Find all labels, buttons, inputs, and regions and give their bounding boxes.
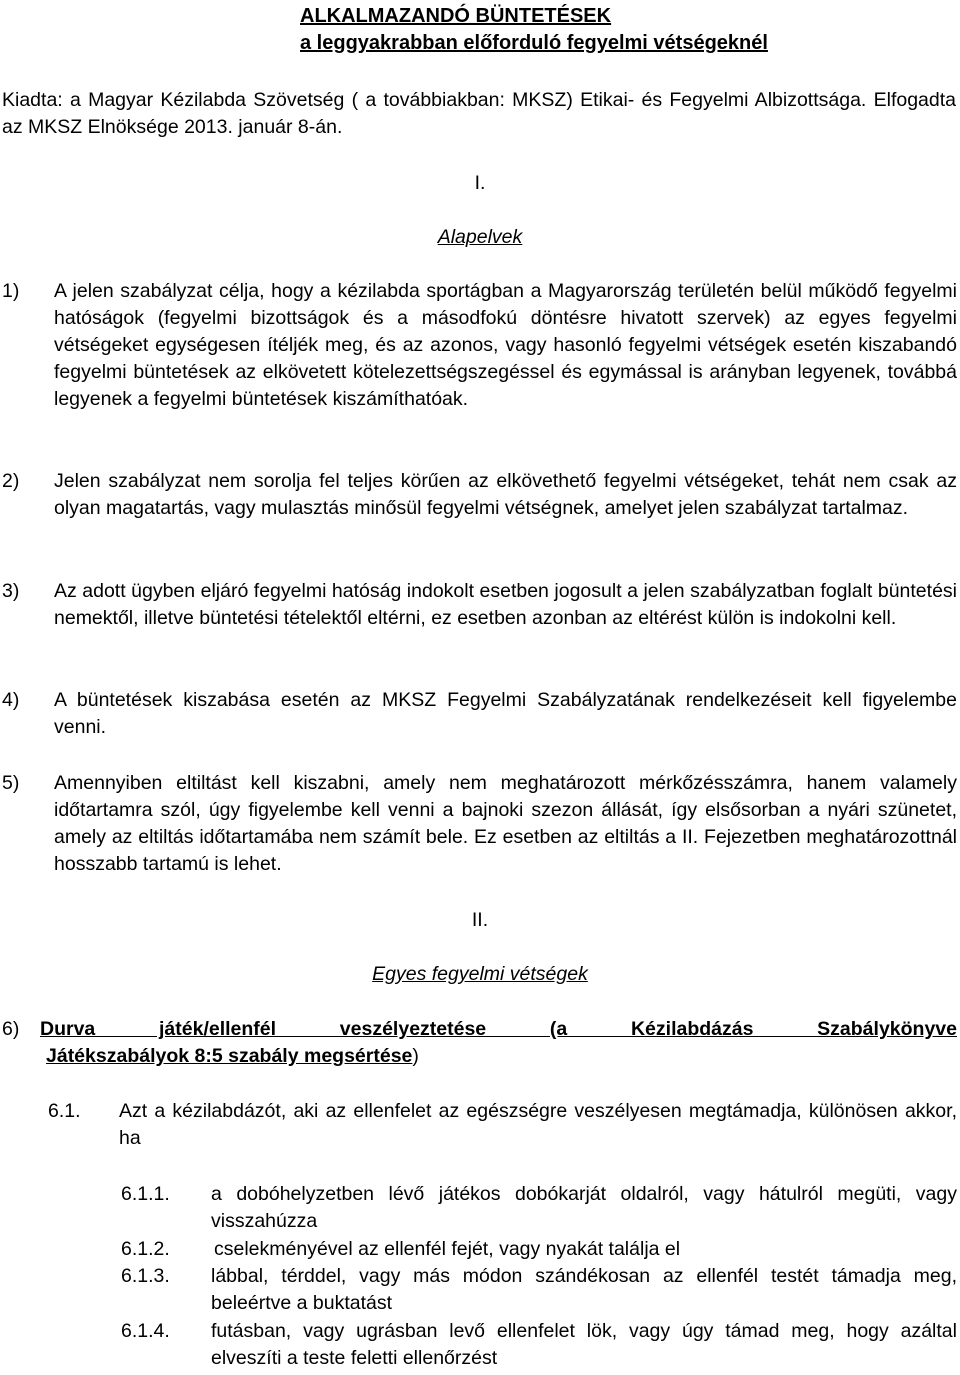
- paragraph-number: 4): [2, 689, 20, 711]
- list-item-text: a dobóhelyzetben lévő játékos dobókarját oldalról, vagy hátulról megüti, vagy visszahúzza: [211, 1183, 957, 1232]
- paragraph-number: 3): [2, 580, 20, 602]
- paragraph-heading: [40, 1016, 957, 1043]
- paragraph-heading-line2: Játékszabályok 8:5 szabály megsértése: [46, 1045, 413, 1067]
- paragraph-heading-line1: Durva játék/ellenfél veszélyeztetése (a Kézilabdázás Szabálykönyve: [40, 1018, 957, 1040]
- paragraph-number: 2): [2, 470, 20, 492]
- paragraph-text: A jelen szabályzat célja, hogy a kézilabda sportágban a Magyarország területén belül működő fegyelmi hatóságok (fegyelmi bizottságok és a másodfokú döntésre hivatott szervek) az egyes fegyelmi vétségeket egységesen ítéljék meg, és az azonos, vagy hasonló fegyelmi vétségek esetén kiszabandó fegyelmi büntetések az elkövetett kötelezettségszegéssel és egymással is arányban legyenek, továbbá legyenek a fegyelmi büntetések kiszámíthatóak.: [54, 280, 957, 410]
- intro-paragraph: Kiadta: a Magyar Kézilabda Szövetség ( a továbbiakban: MKSZ) Etikai- és Fegyelmi Albizottsága. Elfogadta az MKSZ Elnöksége 2013. január 8-án.: [2, 89, 956, 138]
- subparagraph-number: 6.1.: [48, 1100, 81, 1122]
- subparagraph-text: Azt a kézilabdázót, aki az ellenfelet az egészségre veszélyesen megtámadja, különösen akkor, ha: [119, 1100, 957, 1149]
- section-number: I.: [474, 172, 486, 194]
- paragraph-text: Jelen szabályzat nem sorolja fel teljes körűen az elkövethető fegyelmi vétségeket, tehát nem csak az olyan magatartás, vagy mulasztás minősül fegyelmi vétségnek, amelyet jelen szabályzat tartalmaz.: [54, 470, 957, 519]
- list-item-text: futásban, vagy ugrásban levő ellenfelet lök, vagy úgy támad meg, hogy azáltal elveszíti a teste feletti ellenőrzést: [211, 1320, 957, 1369]
- section-number: II.: [471, 909, 489, 931]
- paragraph-number: 5): [2, 772, 20, 794]
- list-item-text: cselekményével az ellenfél fejét, vagy nyakát találja el: [214, 1238, 681, 1260]
- list-item-number: 6.1.2.: [121, 1238, 170, 1260]
- paragraph-heading-continuation: [40, 1043, 957, 1070]
- section-title: Egyes fegyelmi vétségek: [372, 963, 588, 985]
- paragraph-text: Az adott ügyben eljáró fegyelmi hatóság indokolt esetben jogosult a jelen szabályzatban foglalt büntetési nemektől, illetve büntetési tételektől eltérni, ez esetben azonban az eltérést külön is indokolni kell.: [54, 580, 957, 629]
- paragraph-number: 6): [2, 1018, 20, 1040]
- paragraph-text: Amennyiben eltiltást kell kiszabni, amely nem meghatározott mérkőzésszámra, hanem valamely időtartamra szól, úgy figyelembe kell venni a bajnoki szezon állását, így elsősorban a nyári szünetet, amely az eltiltás időtartamába nem számít bele. Ez esetben az eltiltás a II. Fejezetben meghatározottnál hosszabb tartamú is lehet.: [54, 772, 957, 875]
- section-title: Alapelvek: [437, 226, 523, 248]
- paragraph-number: 1): [2, 280, 20, 302]
- list-item-number: 6.1.4.: [121, 1320, 170, 1342]
- paragraph-text: A büntetések kiszabása esetén az MKSZ Fegyelmi Szabályzatának rendelkezéseit kell figyelembe venni.: [54, 689, 957, 738]
- list-item-number: 6.1.3.: [121, 1265, 170, 1287]
- document-title: ALKALMAZANDÓ BÜNTETÉSEK: [300, 5, 612, 27]
- list-item-text: lábbal, térddel, vagy más módon szándékosan az ellenfél testét támadja meg, beleértve a buktatást: [211, 1265, 957, 1314]
- list-item-number: 6.1.1.: [121, 1183, 170, 1205]
- document-subtitle: a leggyakrabban előforduló fegyelmi vétségeknél: [300, 32, 768, 54]
- paragraph-heading-tail: ): [412, 1045, 419, 1067]
